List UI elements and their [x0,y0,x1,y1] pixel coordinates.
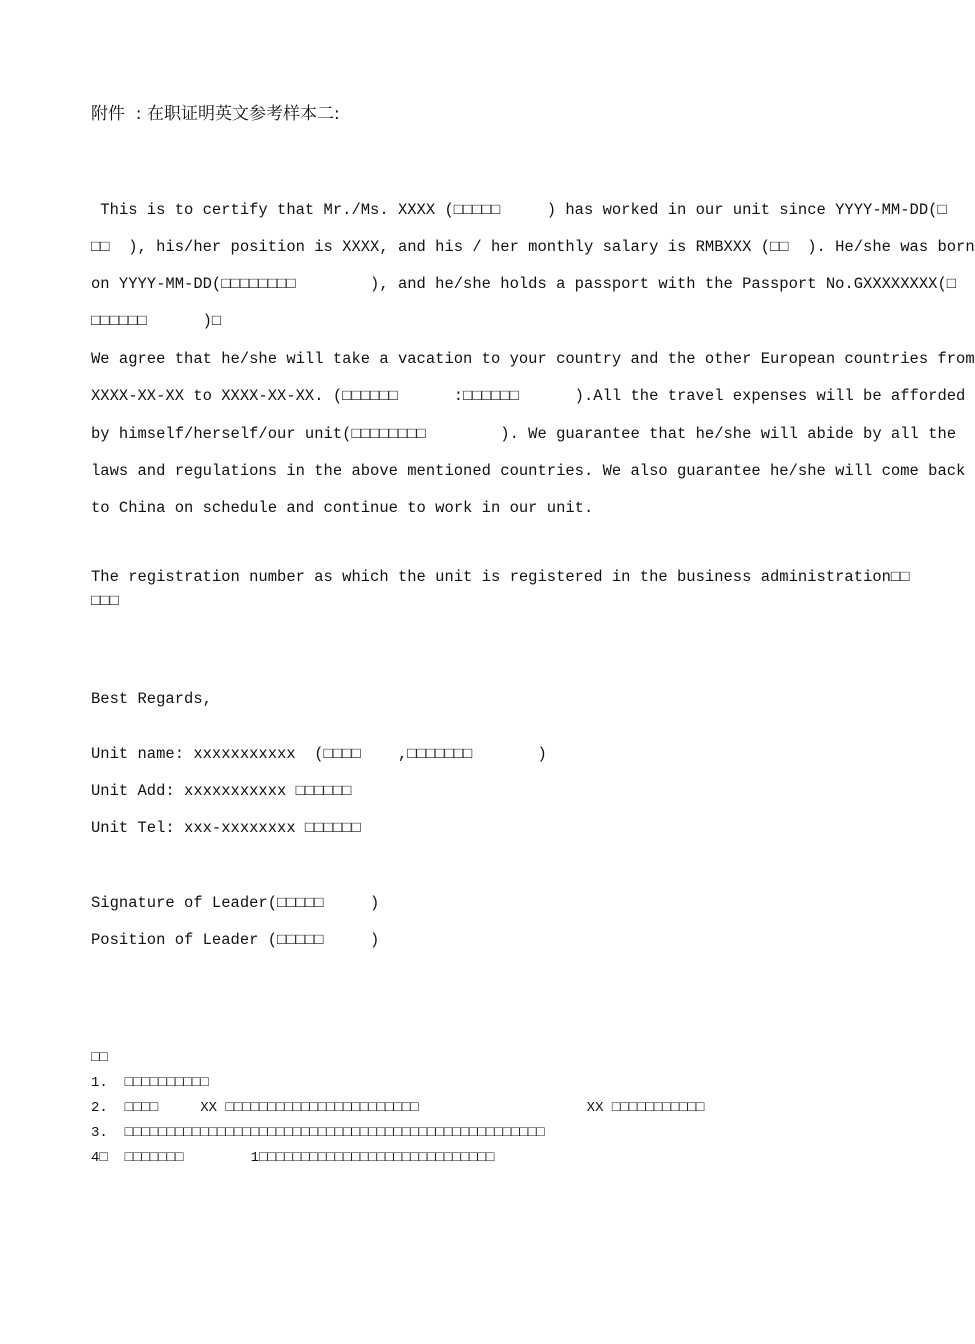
paragraph2-line: by himself/herself/our unit(□□□□□□□□ ). We guarantee that he/she will abide by all the [91,425,957,443]
registration-line: □□□ [91,592,119,610]
paragraph2-line: XXXX-XX-XX to XXXX-XX-XX. (□□□□□□ :□□□□□□ ).All the travel expenses will be afforded [91,387,966,405]
notes-title: □□ [91,1050,108,1066]
paragraph1-line: □□□□□□ )□ [91,312,222,330]
note-item: 2. □□□□ XX □□□□□□□□□□□□□□□□□□□□□□□ XX □□□□□□□□□□□ [91,1100,705,1116]
unit-address-line: Unit Add: xxxxxxxxxxx □□□□□□ [91,782,352,800]
unit-tel-line: Unit Tel: xxx-xxxxxxxx □□□□□□ [91,819,361,837]
note-item: 1. □□□□□□□□□□ [91,1075,209,1091]
position-line: Position of Leader (□□□□□ ) [91,931,380,949]
signature-line: Signature of Leader(□□□□□ ) [91,894,380,912]
paragraph2-line: to China on schedule and continue to work in our unit. [91,499,594,517]
paragraph1-line: □□ ), his/her position is XXXX, and his / her monthly salary is RMBXXX (□□ ). He/she was born [91,238,975,256]
paragraph1-line: This is to certify that Mr./Ms. XXXX (□□□□□ ) has worked in our unit since YYYY-MM-DD(□ [91,201,947,219]
note-item: 4□ □□□□□□□ 1□□□□□□□□□□□□□□□□□□□□□□□□□□□□ [91,1150,495,1166]
note-item: 3. □□□□□□□□□□□□□□□□□□□□□□□□□□□□□□□□□□□□□□□□□□□□□□□□□□ [91,1125,545,1141]
closing-text: Best Regards, [91,690,212,708]
registration-line: The registration number as which the unit is registered in the business administration□□ [91,568,910,586]
paragraph2-line: laws and regulations in the above mentioned countries. We also guarantee he/she will come back [91,462,966,480]
attachment-heading: 附件 : 在职证明英文参考样本二: [91,104,340,124]
unit-name-line: Unit name: xxxxxxxxxxx (□□□□ ,□□□□□□□ ) [91,745,547,763]
paragraph2-line: We agree that he/she will take a vacation to your country and the other European countries from [91,350,975,368]
paragraph1-line: on YYYY-MM-DD(□□□□□□□□ ), and he/she holds a passport with the Passport No.GXXXXXXXX(□ [91,275,957,293]
